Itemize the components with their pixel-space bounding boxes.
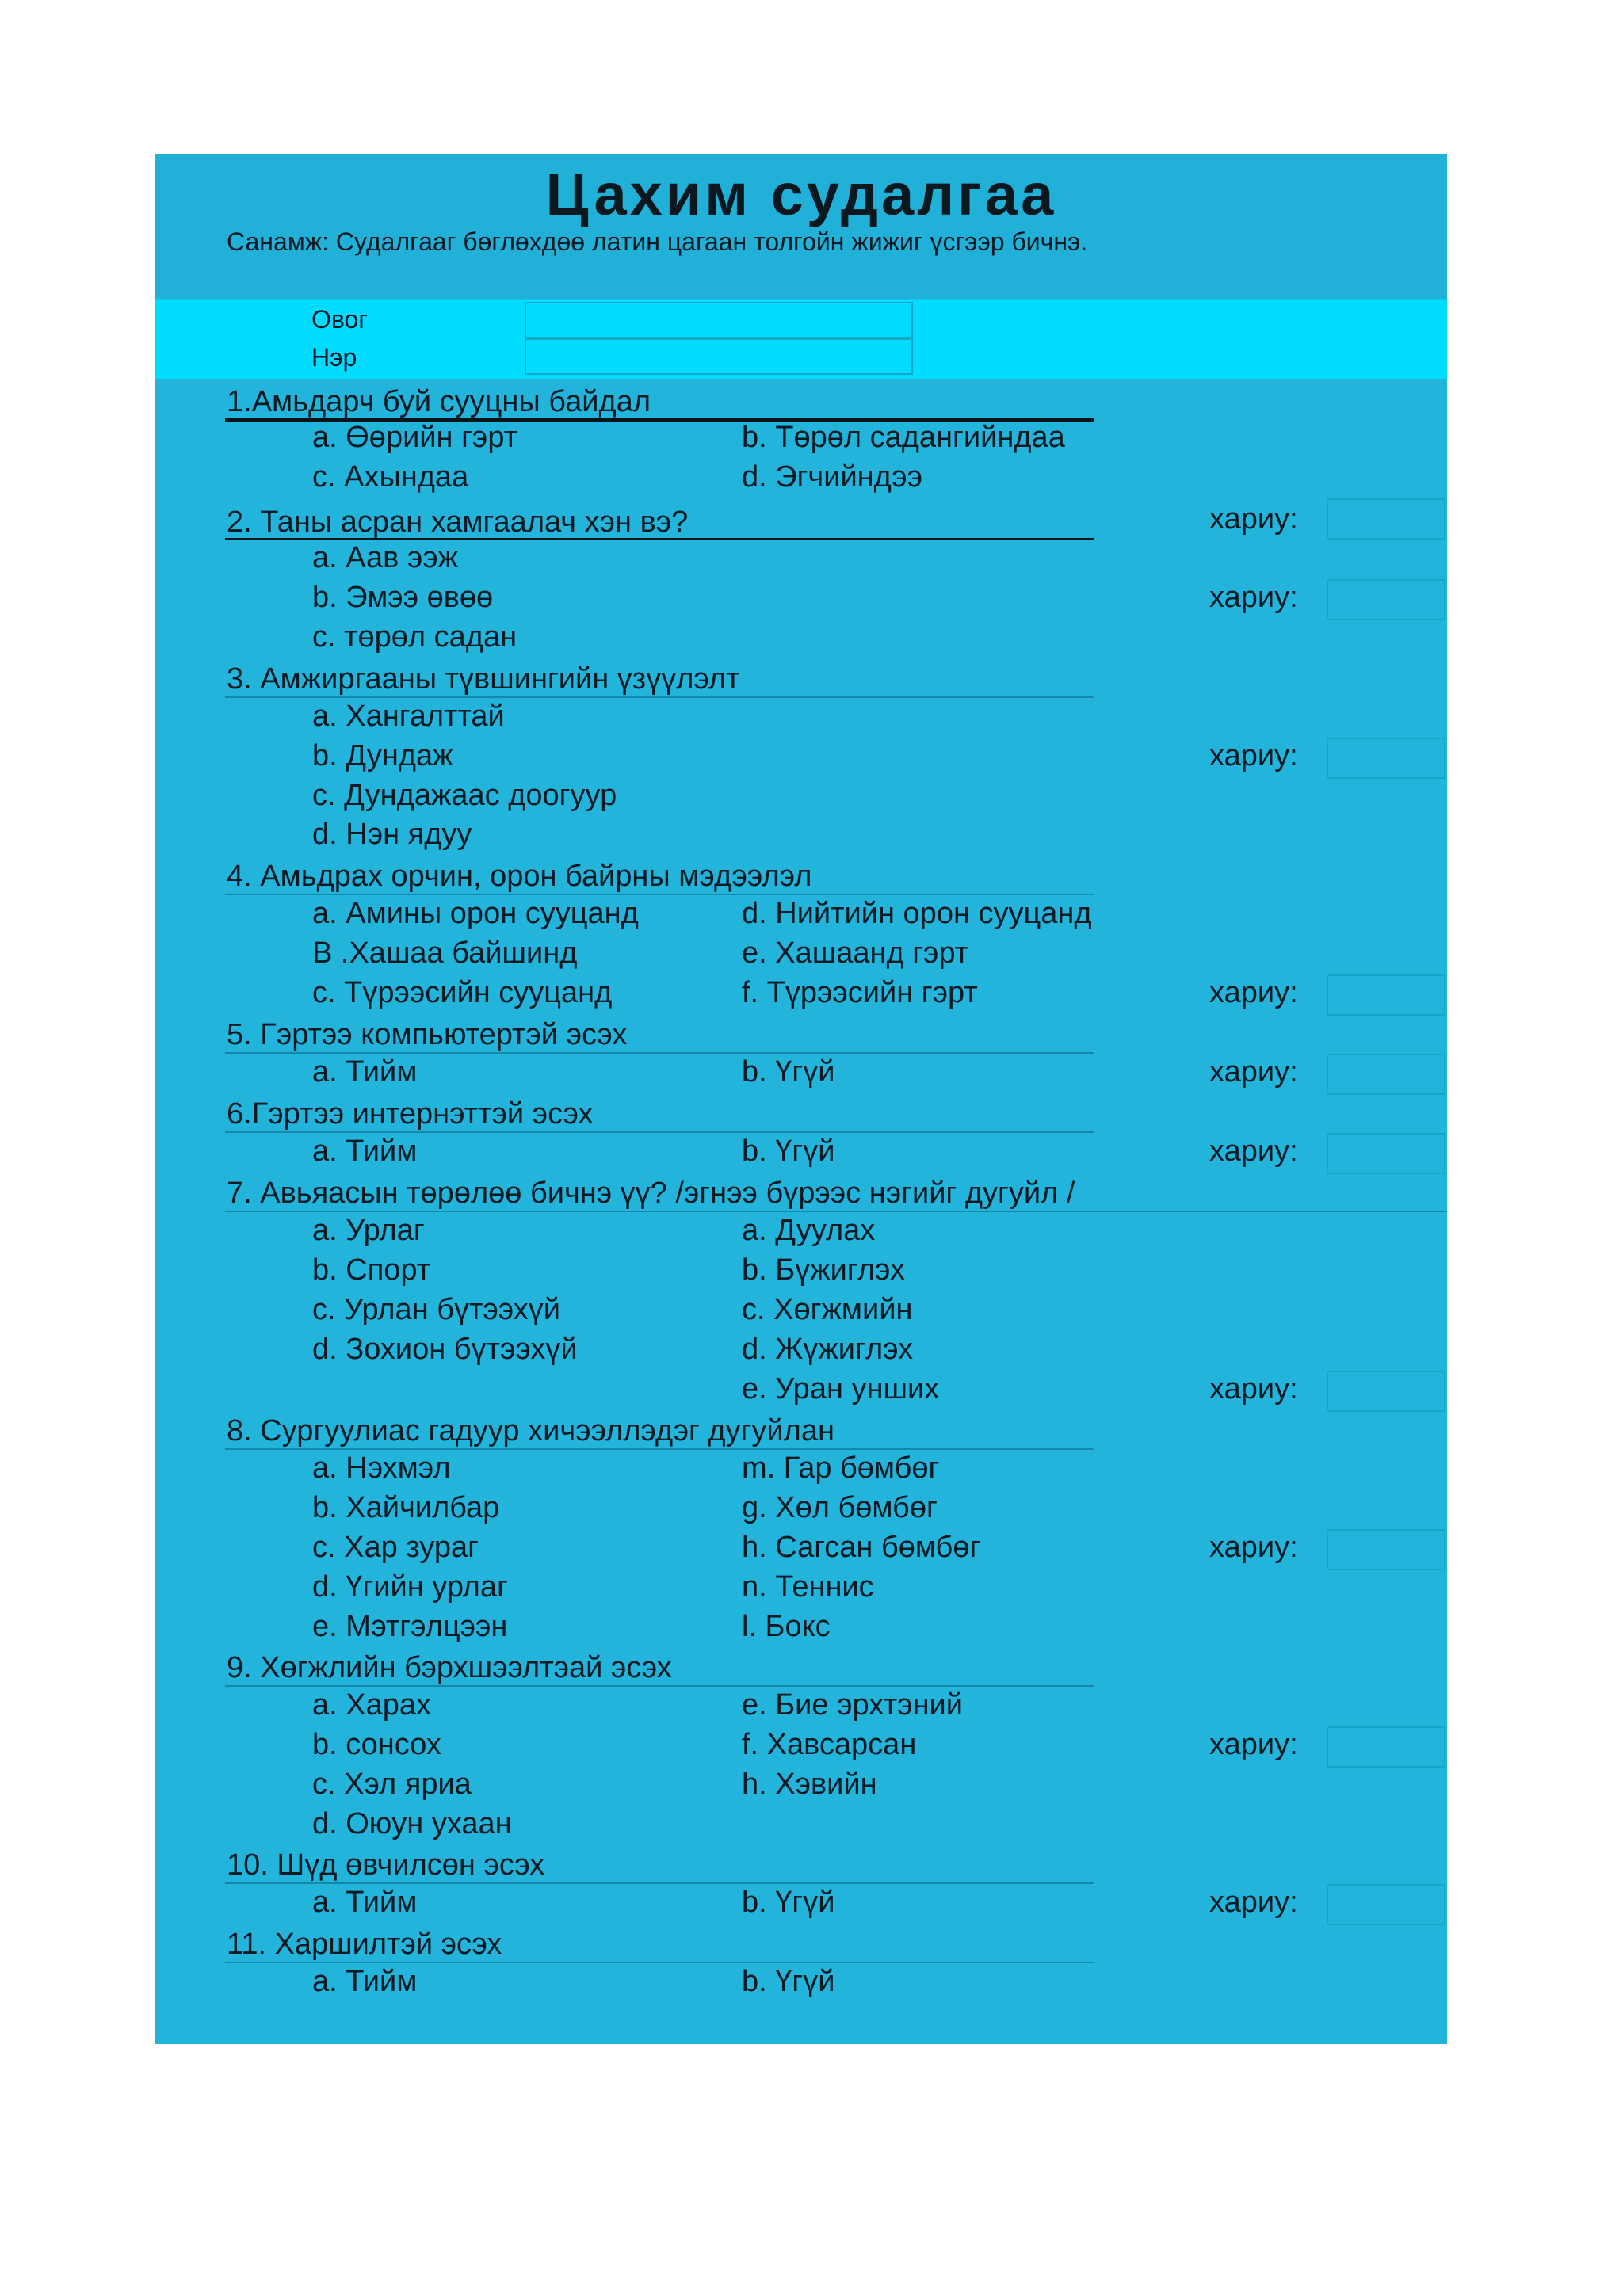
q4-option-f[interactable]: f. Түрээсийн гэрт bbox=[742, 976, 978, 1009]
q7-option-a-right[interactable]: a. Дуулах bbox=[742, 1214, 876, 1247]
q5-answer-input[interactable] bbox=[1327, 1054, 1445, 1095]
q5-answer-label: хариу: bbox=[1209, 1055, 1298, 1089]
q10-answer-label: хариу: bbox=[1209, 1886, 1298, 1919]
q10-option-b[interactable]: b. Үгүй bbox=[742, 1886, 835, 1919]
question-7: 7. Авьяасын төрөлөө бичнэ үү? /эгнээ бүрээс нэгийг дугуйл / bbox=[227, 1177, 1075, 1210]
question-3: 3. Амжиргааны түвшингийн үзүүлэлт bbox=[227, 662, 740, 696]
q7-answer-label: хариу: bbox=[1209, 1372, 1298, 1405]
q4-option-b[interactable]: В .Хашаа байшинд bbox=[312, 936, 578, 970]
page-title: Цахим судалгаа bbox=[545, 162, 1057, 227]
q9-option-c[interactable]: c. Хэл яриа bbox=[312, 1768, 472, 1801]
q8-answer-input[interactable] bbox=[1327, 1529, 1445, 1570]
q7-option-a-left[interactable]: a. Урлаг bbox=[312, 1214, 425, 1247]
q3-option-a[interactable]: a. Хангалттай bbox=[312, 700, 505, 733]
name-label: Нэр bbox=[311, 343, 357, 372]
surname-label: Овог bbox=[311, 305, 368, 334]
q2-answer-label: хариу: bbox=[1209, 581, 1298, 614]
q7-option-b-right[interactable]: b. Бүжиглэх bbox=[742, 1253, 905, 1287]
q4-option-c[interactable]: c. Түрээсийн сууцанд bbox=[312, 976, 613, 1009]
q9-option-a[interactable]: a. Харах bbox=[312, 1688, 431, 1722]
q8-option-e[interactable]: e. Мэтгэлцээн bbox=[312, 1610, 508, 1643]
q8-option-c[interactable]: c. Хар зураг bbox=[312, 1531, 479, 1564]
q8-answer-label: хариу: bbox=[1209, 1531, 1298, 1564]
q11-option-a[interactable]: a. Тийм bbox=[312, 1965, 418, 1998]
q9-option-e[interactable]: e. Бие эрхтэний bbox=[742, 1688, 964, 1722]
q1-option-b[interactable]: b. Төрөл садангийндаа bbox=[742, 421, 1065, 454]
q9-option-b[interactable]: b. сонсох bbox=[312, 1728, 441, 1761]
q1-option-a[interactable]: a. Өөрийн гэрт bbox=[312, 421, 518, 454]
q8-option-h[interactable]: h. Сагсан бөмбөг bbox=[742, 1531, 981, 1564]
q1-answer-input[interactable] bbox=[1327, 498, 1445, 540]
q8-option-g[interactable]: g. Хөл бөмбөг bbox=[742, 1491, 938, 1524]
q4-answer-label: хариу: bbox=[1209, 976, 1298, 1009]
question-9: 9. Хөгжлийн бэрхшээлтэай эсэх bbox=[227, 1651, 672, 1684]
q11-option-b[interactable]: b. Үгүй bbox=[742, 1965, 835, 1998]
q3-answer-label: хариу: bbox=[1209, 739, 1298, 772]
q3-option-b[interactable]: b. Дундаж bbox=[312, 739, 453, 772]
q7-answer-input[interactable] bbox=[1327, 1371, 1445, 1412]
q8-option-d[interactable]: d. Үгийн урлаг bbox=[312, 1570, 508, 1604]
q10-answer-input[interactable] bbox=[1327, 1884, 1445, 1925]
q3-answer-input[interactable] bbox=[1327, 738, 1445, 779]
q7-option-e-right[interactable]: e. Уран унших bbox=[742, 1372, 940, 1405]
q7-option-b-left[interactable]: b. Спорт bbox=[312, 1253, 431, 1287]
q9-option-h[interactable]: h. Хэвийн bbox=[742, 1768, 877, 1801]
question-10: 10. Шүд өвчилсөн эсэх bbox=[227, 1848, 545, 1882]
q1-option-c[interactable]: c. Ахындаа bbox=[312, 460, 469, 494]
q7-option-d-right[interactable]: d. Жүжиглэх bbox=[742, 1333, 914, 1366]
q9-option-f[interactable]: f. Хавсарсан bbox=[742, 1728, 917, 1761]
q7-option-d-left[interactable]: d. Зохион бүтээхүй bbox=[312, 1333, 578, 1366]
surname-input[interactable] bbox=[525, 302, 913, 338]
question-6: 6.Гэртээ интернэттэй эсэх bbox=[227, 1097, 594, 1131]
q9-answer-label: хариу: bbox=[1209, 1728, 1298, 1761]
q5-option-b[interactable]: b. Үгүй bbox=[742, 1055, 835, 1089]
question-8: 8. Сургуулиас гадуур хичээллэдэг дугуйлан bbox=[227, 1414, 834, 1447]
question-1: 1.Амьдарч буй сууцны байдал bbox=[227, 385, 651, 418]
q9-option-d[interactable]: d. Оюун ухаан bbox=[312, 1807, 512, 1840]
q2-option-c[interactable]: c. төрөл садан bbox=[312, 620, 517, 654]
q10-option-a[interactable]: a. Тийм bbox=[312, 1886, 418, 1919]
question-11: 11. Харшилтэй эсэх bbox=[227, 1928, 502, 1961]
q7-option-c-right[interactable]: c. Хөгжмийн bbox=[742, 1293, 913, 1326]
q2-option-b[interactable]: b. Эмээ өвөө bbox=[312, 581, 494, 614]
question-5: 5. Гэртээ компьютертэй эсэх bbox=[227, 1018, 628, 1051]
q4-option-e[interactable]: e. Хашаанд гэрт bbox=[742, 936, 969, 970]
q6-answer-label: хариу: bbox=[1209, 1135, 1298, 1168]
q4-option-a[interactable]: a. Амины орон сууцанд bbox=[312, 897, 639, 930]
question-4: 4. Амьдрах орчин, орон байрны мэдээлэл bbox=[227, 860, 812, 893]
q4-answer-input[interactable] bbox=[1327, 974, 1445, 1016]
q9-answer-input[interactable] bbox=[1327, 1726, 1445, 1768]
q8-option-a[interactable]: a. Нэхмэл bbox=[312, 1451, 451, 1485]
q3-option-d[interactable]: d. Нэн ядуу bbox=[312, 818, 472, 851]
q2-option-a[interactable]: a. Аав ээж bbox=[312, 541, 459, 574]
name-fields-band bbox=[155, 299, 1447, 379]
q1-answer-label: хариу: bbox=[1209, 502, 1298, 536]
q8-option-n[interactable]: n. Теннис bbox=[742, 1570, 874, 1604]
q3-option-c[interactable]: c. Дундажаас доогуур bbox=[312, 779, 617, 812]
q1-option-d[interactable]: d. Эгчийндээ bbox=[742, 460, 923, 494]
q2-answer-input[interactable] bbox=[1327, 579, 1445, 620]
q6-option-a[interactable]: a. Тийм bbox=[312, 1135, 418, 1168]
q5-option-a[interactable]: a. Тийм bbox=[312, 1055, 418, 1089]
instruction-note: Санамж: Судалгааг бөглөхдөө латин цагаан толгойн жижиг үсгээр бичнэ. bbox=[227, 227, 1088, 256]
survey-sheet bbox=[155, 154, 1447, 2044]
q8-option-l[interactable]: l. Бокс bbox=[742, 1610, 831, 1643]
q8-option-b[interactable]: b. Хайчилбар bbox=[312, 1491, 500, 1524]
q8-option-m[interactable]: m. Гар бөмбөг bbox=[742, 1451, 940, 1485]
q6-answer-input[interactable] bbox=[1327, 1133, 1445, 1174]
q6-option-b[interactable]: b. Үгүй bbox=[742, 1135, 835, 1168]
q4-option-d[interactable]: d. Нийтийн орон сууцанд bbox=[742, 897, 1092, 930]
name-input[interactable] bbox=[525, 338, 913, 375]
q7-option-c-left[interactable]: c. Урлан бүтээхүй bbox=[312, 1293, 560, 1326]
question-2: 2. Таны асран хамгаалач хэн вэ? bbox=[227, 505, 689, 539]
